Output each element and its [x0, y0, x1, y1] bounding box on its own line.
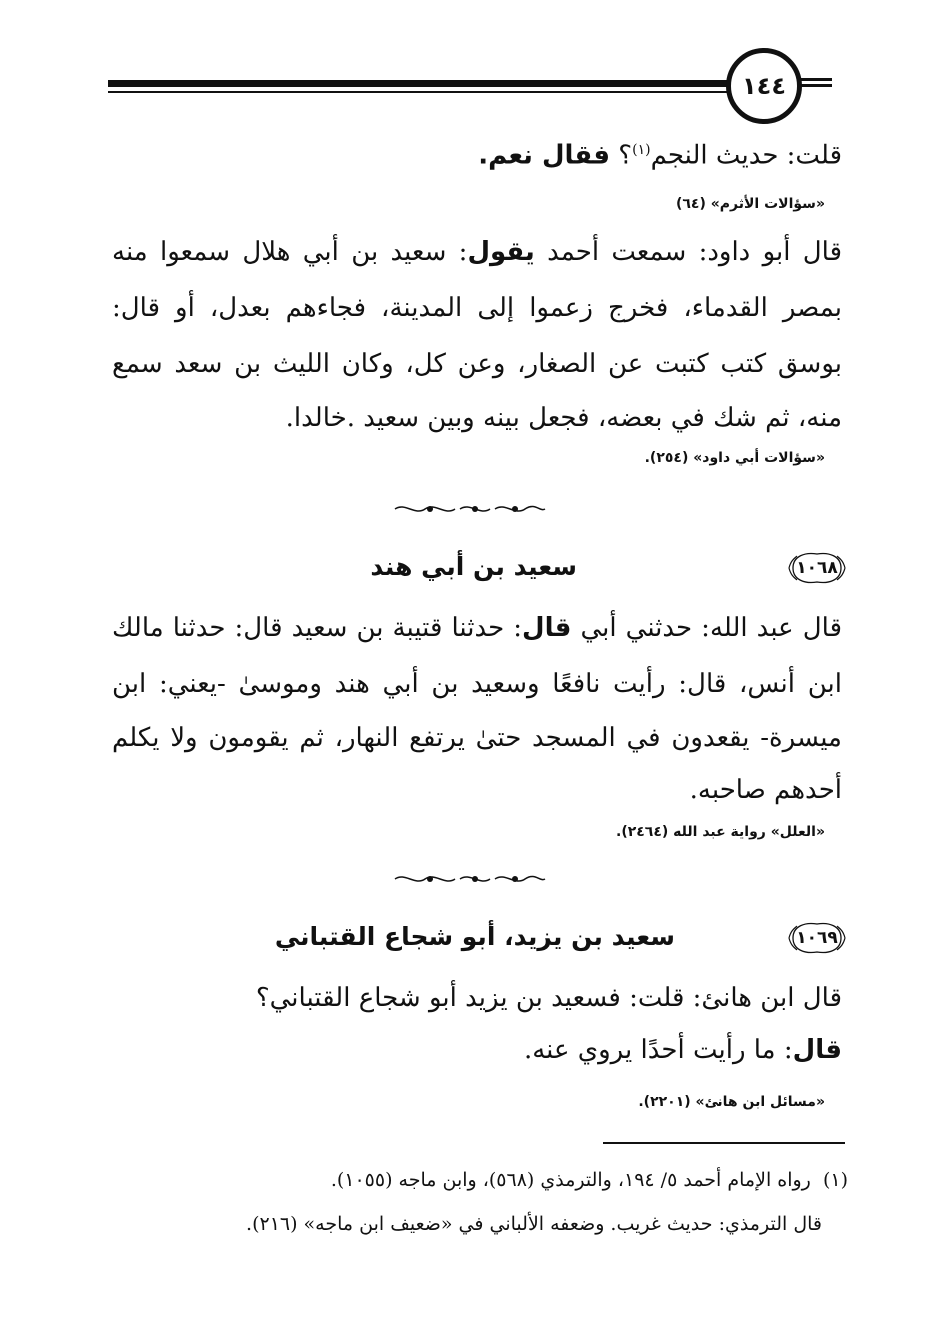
bold-text: يقول — [467, 237, 535, 267]
entry-number-badge — [787, 918, 847, 958]
source-citation: «مسائل ابن هانئ» (٢٢٠١). — [638, 1094, 825, 1110]
footnote-line: قال الترمذي: حديث غريب. وضعفه الألباني في «ضعيف ابن ماجه» (٢١٦). — [246, 1213, 822, 1235]
text-run: : حدثنا قتيبة بن سعيد قال: حدثنا مالك — [112, 613, 523, 643]
paragraph-line: أحدهم صاحبه. — [689, 775, 842, 805]
footnote-line — [331, 1166, 848, 1194]
page-number-text: ١٤٤ — [742, 72, 786, 100]
paragraph-line: بوسق كتب كتبت عن الصغار، وعن كل، وكان الليث بن سعد سمع — [112, 349, 842, 379]
text-run: : سعيد بن أبي هلال سمعوا منه — [112, 237, 468, 267]
bold-text: قال — [792, 1035, 842, 1065]
page-number — [726, 48, 802, 124]
text-run: قلت: حديث النجم — [650, 140, 842, 171]
paragraph-line: بمصر القدماء، فخرج زعموا إلى المدينة، فجاءهم بعدل، أو قال: — [112, 293, 842, 323]
text-run: قال أبو داود: سمعت أحمد — [534, 237, 843, 267]
paragraph-line: منه، ثم شك في بعضه، فجعل بينه وبين سعيد .خالدا. — [285, 403, 842, 433]
entry-heading: سعيد بن يزيد، أبو شجاع القتباني — [274, 922, 675, 951]
header-rule-thin — [108, 91, 728, 93]
bold-text: قال — [522, 613, 572, 643]
footnote-marker: (١) — [822, 1169, 848, 1191]
text-run: قال عبد الله: حدثني أبي — [571, 613, 842, 643]
text-run: ؟ — [610, 140, 633, 171]
paragraph-line: ميسرة- يقعدون في المسجد حتىٰ يرتفع النهار، ثم يقومون ولا يكلم — [112, 723, 842, 753]
source-citation: «العلل» رواية عبد الله (٢٤٦٤). — [616, 824, 825, 840]
ornament-divider — [390, 870, 550, 888]
paragraph-line: ابن أنس، قال: رأيت نافعًا وسعيد بن أبي هند وموسىٰ -يعني: ابن — [112, 669, 842, 699]
entry-number: ١٠٦٩ — [796, 928, 838, 948]
paragraph-line — [478, 130, 842, 176]
paragraph-line: قال ابن هانئ: قلت: فسعيد بن يزيد أبو شجاع القتباني؟ — [255, 983, 842, 1013]
text-run: : ما رأيت أحدًا يروي عنه. — [523, 1035, 793, 1065]
footnote-rule — [603, 1142, 845, 1144]
paragraph-line — [112, 232, 842, 272]
paragraph-line — [524, 1030, 842, 1070]
entry-number-badge — [787, 548, 847, 588]
source-citation: «سؤالات الأثرم» (٦٤) — [675, 196, 825, 212]
footnote-text: رواه الإمام أحمد ٥/ ١٩٤، والترمذي (٥٦٨)، وابن ماجه (١٠٥٥). — [330, 1169, 811, 1191]
bold-text: فقال نعم. — [478, 140, 611, 171]
header-rule-thick — [108, 80, 728, 87]
footnote-ref: (١) — [632, 142, 651, 158]
entry-number: ١٠٦٨ — [796, 558, 838, 578]
entry-heading: سعيد بن أبي هند — [370, 552, 577, 581]
source-citation: «سؤالات أبي داود» (٢٥٤). — [644, 450, 825, 466]
paragraph-line — [112, 608, 842, 648]
header-rule-right-lower — [800, 84, 832, 87]
ornament-divider — [390, 500, 550, 518]
header-rule-right — [800, 78, 832, 81]
